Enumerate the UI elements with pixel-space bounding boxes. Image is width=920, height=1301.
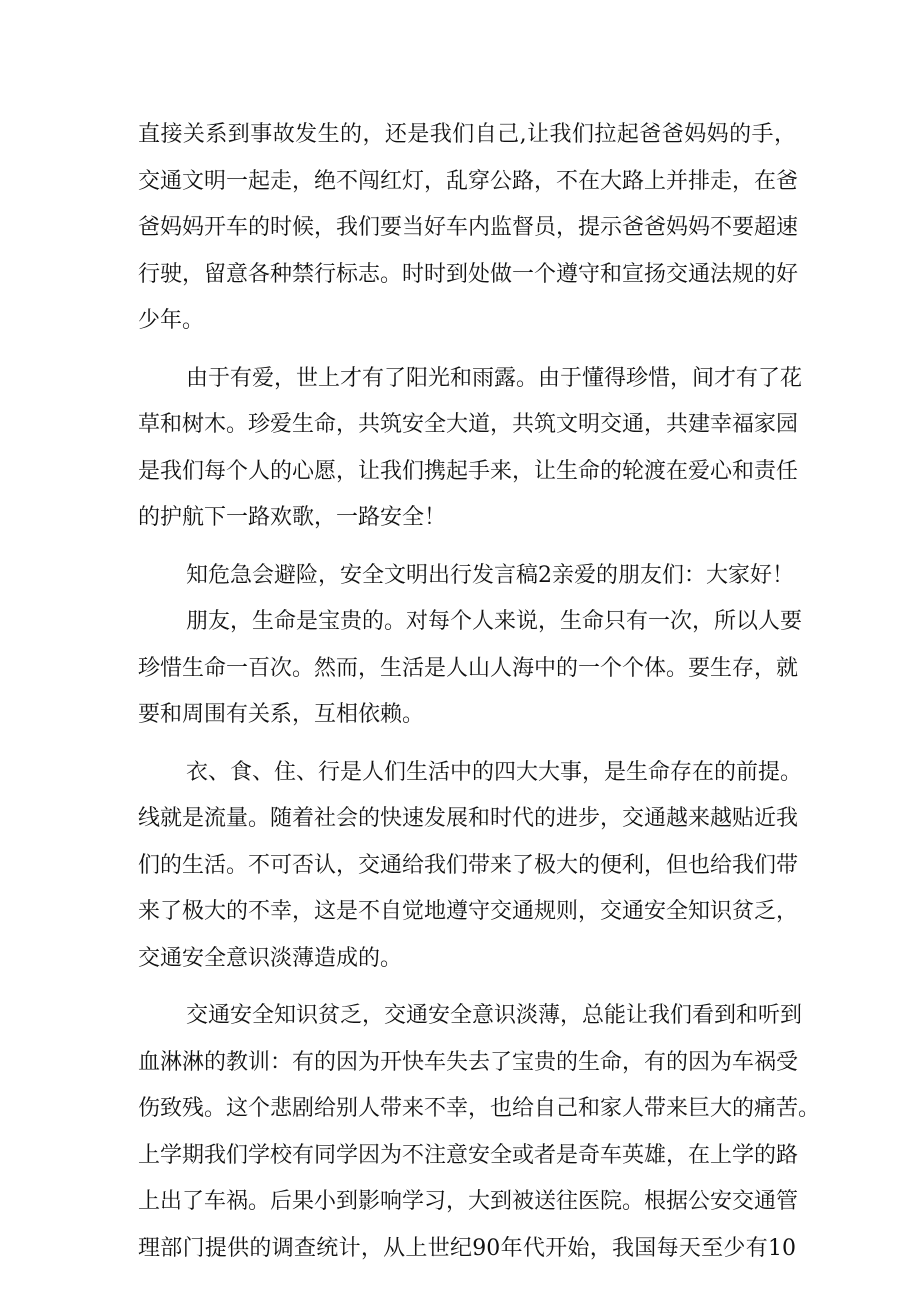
paragraph-gap bbox=[138, 739, 796, 750]
text-line: 交通文明一起走，绝不闯红灯，乱穿公路，不在大路上并排走，在爸 bbox=[138, 168, 799, 194]
text-line: 交通安全意识淡薄造成的。 bbox=[138, 945, 403, 971]
paragraph bbox=[138, 112, 799, 345]
document-body bbox=[138, 112, 821, 1272]
paragraph-gap bbox=[138, 542, 796, 553]
text-line: 草和树木。珍爱生命，共筑安全大道，共筑文明交通，共建幸福家园 bbox=[138, 412, 799, 437]
paragraph bbox=[138, 553, 796, 600]
text-line: 珍惜生命一百次。然而，生活是人山人海中的一个个体。要生存，就 bbox=[138, 655, 799, 681]
text-line: 知危急会避险，安全文明出行发言稿2亲爱的朋友们：大家好！ bbox=[186, 562, 794, 588]
text-line: 朋友，生命是宝贵的。对每个人来说，生命只有一次，所以人要 bbox=[186, 609, 803, 634]
text-line: 行驶，留意各种禁行标志。时时到处做一个遵守和宣扬交通法规的好 bbox=[138, 261, 799, 287]
paragraph bbox=[138, 599, 803, 739]
text-line: 们的生活。不可否认，交通给我们带来了极大的便利，但也给我们带 bbox=[138, 852, 799, 878]
text-line: 是我们每个人的心愿，让我们携起手来，让生命的轮渡在爱心和责任 bbox=[138, 458, 799, 484]
text-line: 上学期我们学校有同学因为不注意安全或者是奇车英雄，在上学的路 bbox=[138, 1142, 799, 1168]
text-line: 血淋淋的教训：有的因为开快车失去了宝贵的生命，有的因为车祸受 bbox=[138, 1049, 799, 1075]
text-line: 的护航下一路欢歌，一路安全！ bbox=[138, 505, 447, 530]
text-line: 直接关系到事故发生的，还是我们自己,让我们拉起爸爸妈妈的手， bbox=[138, 122, 796, 147]
text-line: 上出了车祸。后果小到影响学习，大到被送往医院。根据公安交通管 bbox=[138, 1189, 799, 1214]
text-line: 少年。 bbox=[138, 308, 205, 333]
paragraph-gap bbox=[138, 982, 796, 993]
paragraph bbox=[138, 993, 821, 1272]
text-line: 伤致残。这个悲剧给别人带来不幸，也给自己和家人带来巨大的痛苦。 bbox=[138, 1096, 821, 1121]
text-line: 衣、食、住、行是人们生活中的四大大事，是生命存在的前提。 bbox=[186, 759, 803, 785]
text-line: 理部门提供的调查统计，从上世纪90年代开始，我国每天至少有10 bbox=[138, 1235, 796, 1261]
text-line: 由于有爱，世上才有了阳光和雨露。由于懂得珍惜，间才有了花 bbox=[186, 365, 803, 391]
text-line: 交通安全知识贫乏，交通安全意识淡薄，总能让我们看到和听到 bbox=[186, 1003, 803, 1028]
text-line: 来了极大的不幸，这是不自觉地遵守交通规则，交通安全知识贫乏， bbox=[138, 899, 799, 924]
text-line: 要和周围有关系，互相依赖。 bbox=[138, 702, 425, 727]
paragraph bbox=[138, 750, 803, 983]
text-line: 线就是流量。随着社会的快速发展和时代的进步，交通越来越贴近我 bbox=[138, 806, 799, 831]
paragraph-gap bbox=[138, 345, 796, 356]
text-line: 爸妈妈开车的时候，我们要当好车内监督员，提示爸爸妈妈不要超速 bbox=[138, 215, 799, 240]
paragraph bbox=[138, 356, 803, 542]
